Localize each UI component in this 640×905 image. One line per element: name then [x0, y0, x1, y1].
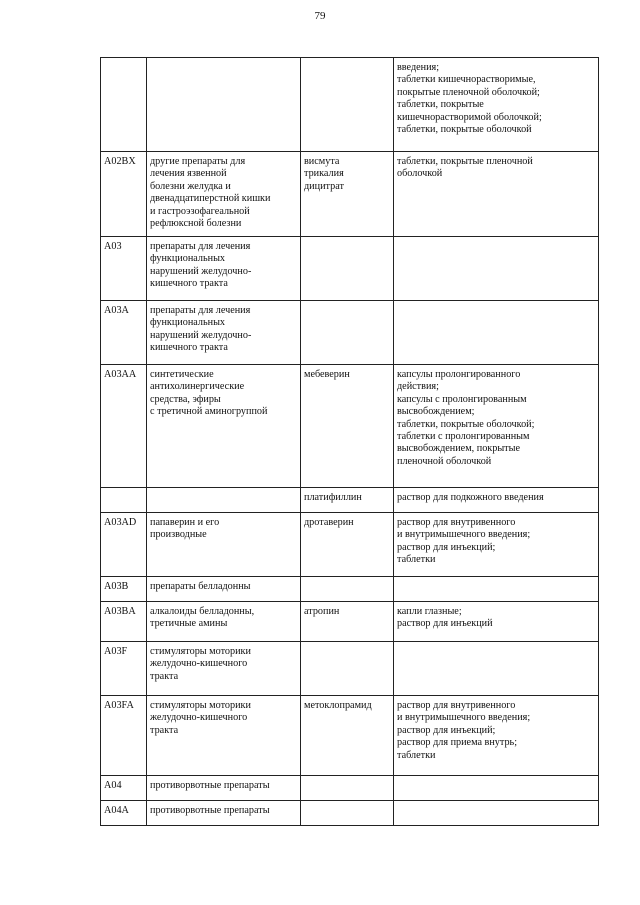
substance-cell [301, 488, 394, 513]
table-row [101, 642, 599, 696]
atc-code-cell [101, 58, 147, 152]
atc-code-cell [101, 513, 147, 577]
cell-text: A03AA [104, 369, 137, 380]
cell-text-line: средства, эфиры [150, 393, 221, 405]
anatomical-group-cell [147, 602, 301, 642]
cell-text-line: тракта [150, 670, 179, 682]
drug-table [100, 57, 599, 826]
cell-text-line: раствор для подкожного введения [397, 492, 544, 503]
cell-text: A03BA [104, 606, 136, 617]
dosage-forms-cell [394, 488, 599, 513]
dosage-forms-cell [394, 577, 599, 602]
cell-text-line: дицитрат [304, 180, 344, 192]
cell-text-line: папаверин и его [150, 517, 220, 528]
cell-text: A03FA [104, 700, 134, 711]
cell-text-line: высвобождением; [397, 406, 475, 418]
cell-text-line: таблетки, покрытые оболочкой; [397, 418, 535, 430]
table-row [101, 237, 599, 301]
cell-text-line: желудочно-кишечного [150, 712, 248, 724]
cell-text-line: таблетки, покрытые [397, 99, 484, 111]
cell-text-line: кишечного тракта [150, 278, 228, 290]
cell-text-line: высвобождением, покрытые [397, 443, 520, 455]
cell-text-line: рефлюксной болезни [150, 218, 242, 230]
atc-code-cell [101, 488, 147, 513]
cell-text-line: функциональных [150, 317, 226, 329]
cell-text-line: капсулы пролонгированного [397, 369, 521, 380]
cell-text-line: покрытые пленочной оболочкой; [397, 86, 540, 98]
table-row [101, 301, 599, 365]
anatomical-group-cell [147, 513, 301, 577]
substance-cell [301, 577, 394, 602]
substance-cell [301, 237, 394, 301]
substance-cell [301, 58, 394, 152]
cell-text: A04A [104, 805, 129, 816]
cell-text-line: дротаверин [304, 517, 354, 528]
table-row [101, 577, 599, 602]
cell-text-line: таблетки, покрытые оболочкой [397, 124, 532, 136]
cell-text-line: и гастроэзофагеальной [150, 205, 250, 217]
cell-text-line: препараты для лечения [150, 305, 251, 316]
cell-text-line: двенадцатиперстной кишки [150, 193, 271, 205]
anatomical-group-cell [147, 696, 301, 776]
atc-code-cell [101, 602, 147, 642]
table-row [101, 152, 599, 237]
cell-text-line: таблетки [397, 749, 436, 761]
substance-cell [301, 602, 394, 642]
cell-text-line: раствор для инъекций; [397, 541, 496, 553]
anatomical-group-cell [147, 237, 301, 301]
cell-text-line: капсулы с пролонгированным [397, 393, 527, 405]
cell-text-line: препараты белладонны [150, 581, 251, 592]
cell-text: A03AD [104, 517, 137, 528]
cell-text: A03F [104, 646, 128, 657]
substance-cell [301, 801, 394, 826]
cell-text-line: нарушений желудочно- [150, 265, 252, 277]
cell-text-line: платифиллин [304, 492, 362, 503]
dosage-forms-cell [394, 602, 599, 642]
atc-code-cell [101, 642, 147, 696]
table-body [101, 58, 599, 826]
atc-code-cell [101, 301, 147, 365]
cell-text-line: атропин [304, 606, 340, 617]
cell-text-line: противорвотные препараты [150, 780, 270, 791]
dosage-forms-cell [394, 365, 599, 488]
atc-code-cell [101, 152, 147, 237]
cell-text-line: нарушений желудочно- [150, 329, 252, 341]
cell-text-line: пленочной оболочкой [397, 455, 492, 467]
cell-text-line: таблетки, покрытые пленочной [397, 156, 533, 167]
cell-text-line: стимуляторы моторики [150, 646, 251, 657]
anatomical-group-cell [147, 577, 301, 602]
table-row [101, 365, 599, 488]
cell-text-line: кишечного тракта [150, 342, 228, 354]
substance-cell [301, 696, 394, 776]
table-row [101, 488, 599, 513]
cell-text-line: висмута [304, 156, 340, 167]
cell-text-line: раствор для внутривенного [397, 517, 516, 528]
cell-text-line: метоклопрамид [304, 700, 372, 711]
cell-text-line: производные [150, 529, 207, 541]
dosage-forms-cell [394, 696, 599, 776]
cell-text-line: желудочно-кишечного [150, 658, 248, 670]
cell-text-line: другие препараты для [150, 156, 246, 167]
cell-text-line: кишечнорастворимой оболочкой; [397, 111, 542, 123]
cell-text: A03B [104, 581, 129, 592]
atc-code-cell [101, 365, 147, 488]
anatomical-group-cell [147, 488, 301, 513]
atc-code-cell [101, 696, 147, 776]
substance-cell [301, 152, 394, 237]
anatomical-group-cell [147, 801, 301, 826]
anatomical-group-cell [147, 58, 301, 152]
anatomical-group-cell [147, 365, 301, 488]
cell-text-line: антихолинергические [150, 381, 245, 393]
cell-text: A03 [104, 241, 122, 252]
table-row [101, 801, 599, 826]
cell-text-line: капли глазные; [397, 606, 462, 617]
cell-text-line: трикалия [304, 168, 344, 180]
cell-text-line: болезни желудка и [150, 180, 231, 192]
cell-text-line: мебеверин [304, 369, 350, 380]
table-row [101, 58, 599, 152]
atc-code-cell [101, 801, 147, 826]
cell-text: A02BX [104, 156, 136, 167]
cell-text-line: таблетки [397, 554, 436, 566]
table-row [101, 696, 599, 776]
cell-text-line: раствор для инъекций [397, 618, 493, 630]
page-number: 79 [314, 10, 326, 22]
anatomical-group-cell [147, 301, 301, 365]
cell-text-line: раствор для приема внутрь; [397, 737, 518, 749]
cell-text-line: тракта [150, 724, 179, 736]
cell-text: A03A [104, 305, 129, 316]
cell-text-line: введения; [397, 62, 440, 73]
dosage-forms-cell [394, 642, 599, 696]
cell-text-line: действия; [397, 381, 439, 393]
substance-cell [301, 642, 394, 696]
anatomical-group-cell [147, 152, 301, 237]
cell-text-line: противорвотные препараты [150, 805, 270, 816]
atc-code-cell [101, 776, 147, 801]
atc-code-cell [101, 577, 147, 602]
cell-text-line: и внутримышечного введения; [397, 712, 531, 724]
dosage-forms-cell [394, 801, 599, 826]
cell-text-line: алкалоиды белладонны, [150, 606, 255, 617]
dosage-forms-cell [394, 152, 599, 237]
substance-cell [301, 365, 394, 488]
cell-text-line: препараты для лечения [150, 241, 251, 252]
dosage-forms-cell [394, 237, 599, 301]
cell-text-line: таблетки с пролонгированным [397, 431, 530, 443]
cell-text: A04 [104, 780, 122, 791]
table-row [101, 776, 599, 801]
cell-text-line: третичные амины [150, 618, 228, 630]
cell-text-line: с третичной аминогруппой [150, 406, 268, 418]
substance-cell [301, 776, 394, 801]
dosage-forms-cell [394, 776, 599, 801]
cell-text-line: оболочкой [397, 168, 443, 180]
substance-cell [301, 513, 394, 577]
substance-cell [301, 301, 394, 365]
atc-code-cell [101, 237, 147, 301]
cell-text-line: лечения язвенной [150, 168, 227, 180]
cell-text-line: раствор для внутривенного [397, 700, 516, 711]
dosage-forms-cell [394, 513, 599, 577]
cell-text-line: функциональных [150, 253, 226, 265]
table-row [101, 602, 599, 642]
anatomical-group-cell [147, 776, 301, 801]
cell-text-line: раствор для инъекций; [397, 724, 496, 736]
cell-text-line: стимуляторы моторики [150, 700, 251, 711]
cell-text-line: синтетические [150, 369, 214, 380]
dosage-forms-cell [394, 58, 599, 152]
cell-text-line: таблетки кишечнорастворимые, [397, 74, 536, 86]
anatomical-group-cell [147, 642, 301, 696]
dosage-forms-cell [394, 301, 599, 365]
cell-text-line: и внутримышечного введения; [397, 529, 531, 541]
table-row [101, 513, 599, 577]
